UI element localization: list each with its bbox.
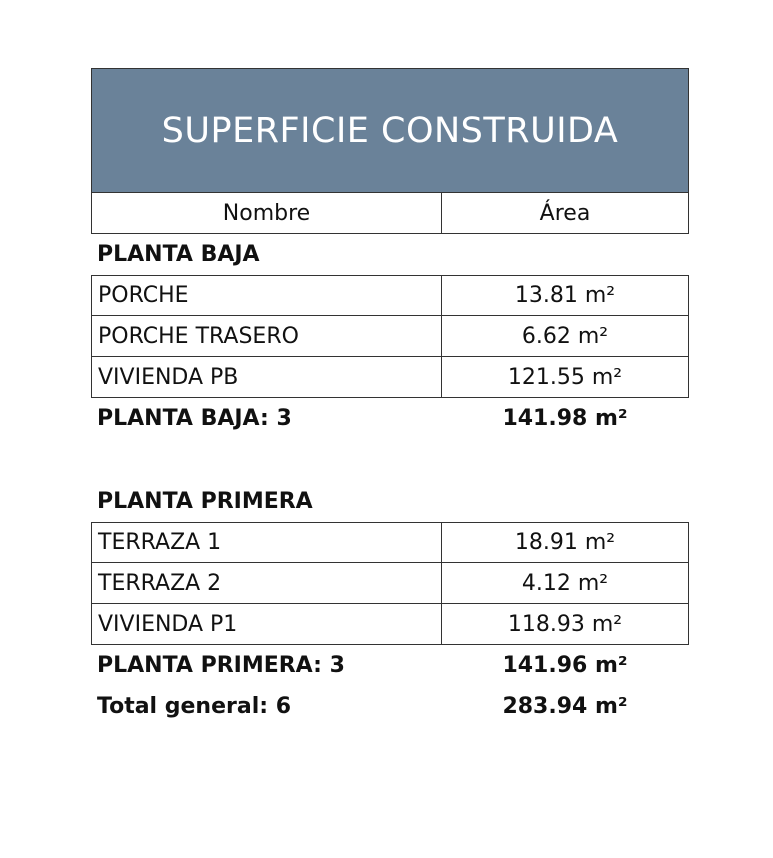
row-area: 121.55 m² [507, 364, 623, 390]
subtotal-name: PLANTA PRIMERA: 3 [97, 653, 345, 678]
subtotal-row [91, 398, 689, 439]
column-header-area: Área [539, 200, 591, 226]
row-name: PORCHE [92, 276, 442, 315]
area-schedule [91, 68, 689, 727]
table-row [91, 275, 689, 316]
row-area: 13.81 m² [514, 283, 616, 308]
subtotal-area: 141.96 m² [502, 653, 628, 678]
subtotal-area: 141.98 m² [502, 406, 628, 431]
subtotal-row [91, 645, 689, 686]
row-area: 18.91 m² [514, 530, 616, 555]
row-name: TERRAZA 2 [92, 563, 442, 603]
table-row [91, 316, 689, 357]
row-name: VIVIENDA P1 [92, 604, 442, 644]
row-name: PORCHE TRASERO [92, 316, 442, 356]
row-area: 118.93 m² [507, 611, 623, 637]
row-name: VIVIENDA PB [92, 357, 442, 397]
schedule-title: SUPERFICIE CONSTRUIDA [91, 68, 689, 193]
group-label: PLANTA BAJA [97, 242, 260, 267]
table-row [91, 604, 689, 645]
table-row [91, 522, 689, 563]
subtotal-name: PLANTA BAJA: 3 [97, 406, 292, 431]
row-name: TERRAZA 1 [92, 523, 442, 562]
group-label: PLANTA PRIMERA [97, 489, 313, 514]
column-header-name: Nombre [92, 193, 442, 233]
table-row [91, 563, 689, 604]
table-row [91, 357, 689, 398]
row-area: 6.62 m² [521, 323, 609, 349]
row-area: 4.12 m² [521, 570, 609, 596]
column-header-row [91, 193, 689, 234]
grand-total-name: Total general: 6 [97, 694, 292, 719]
group-spacer [91, 439, 689, 481]
grand-total-area: 283.94 m² [502, 694, 628, 719]
grand-total-row [91, 686, 689, 727]
